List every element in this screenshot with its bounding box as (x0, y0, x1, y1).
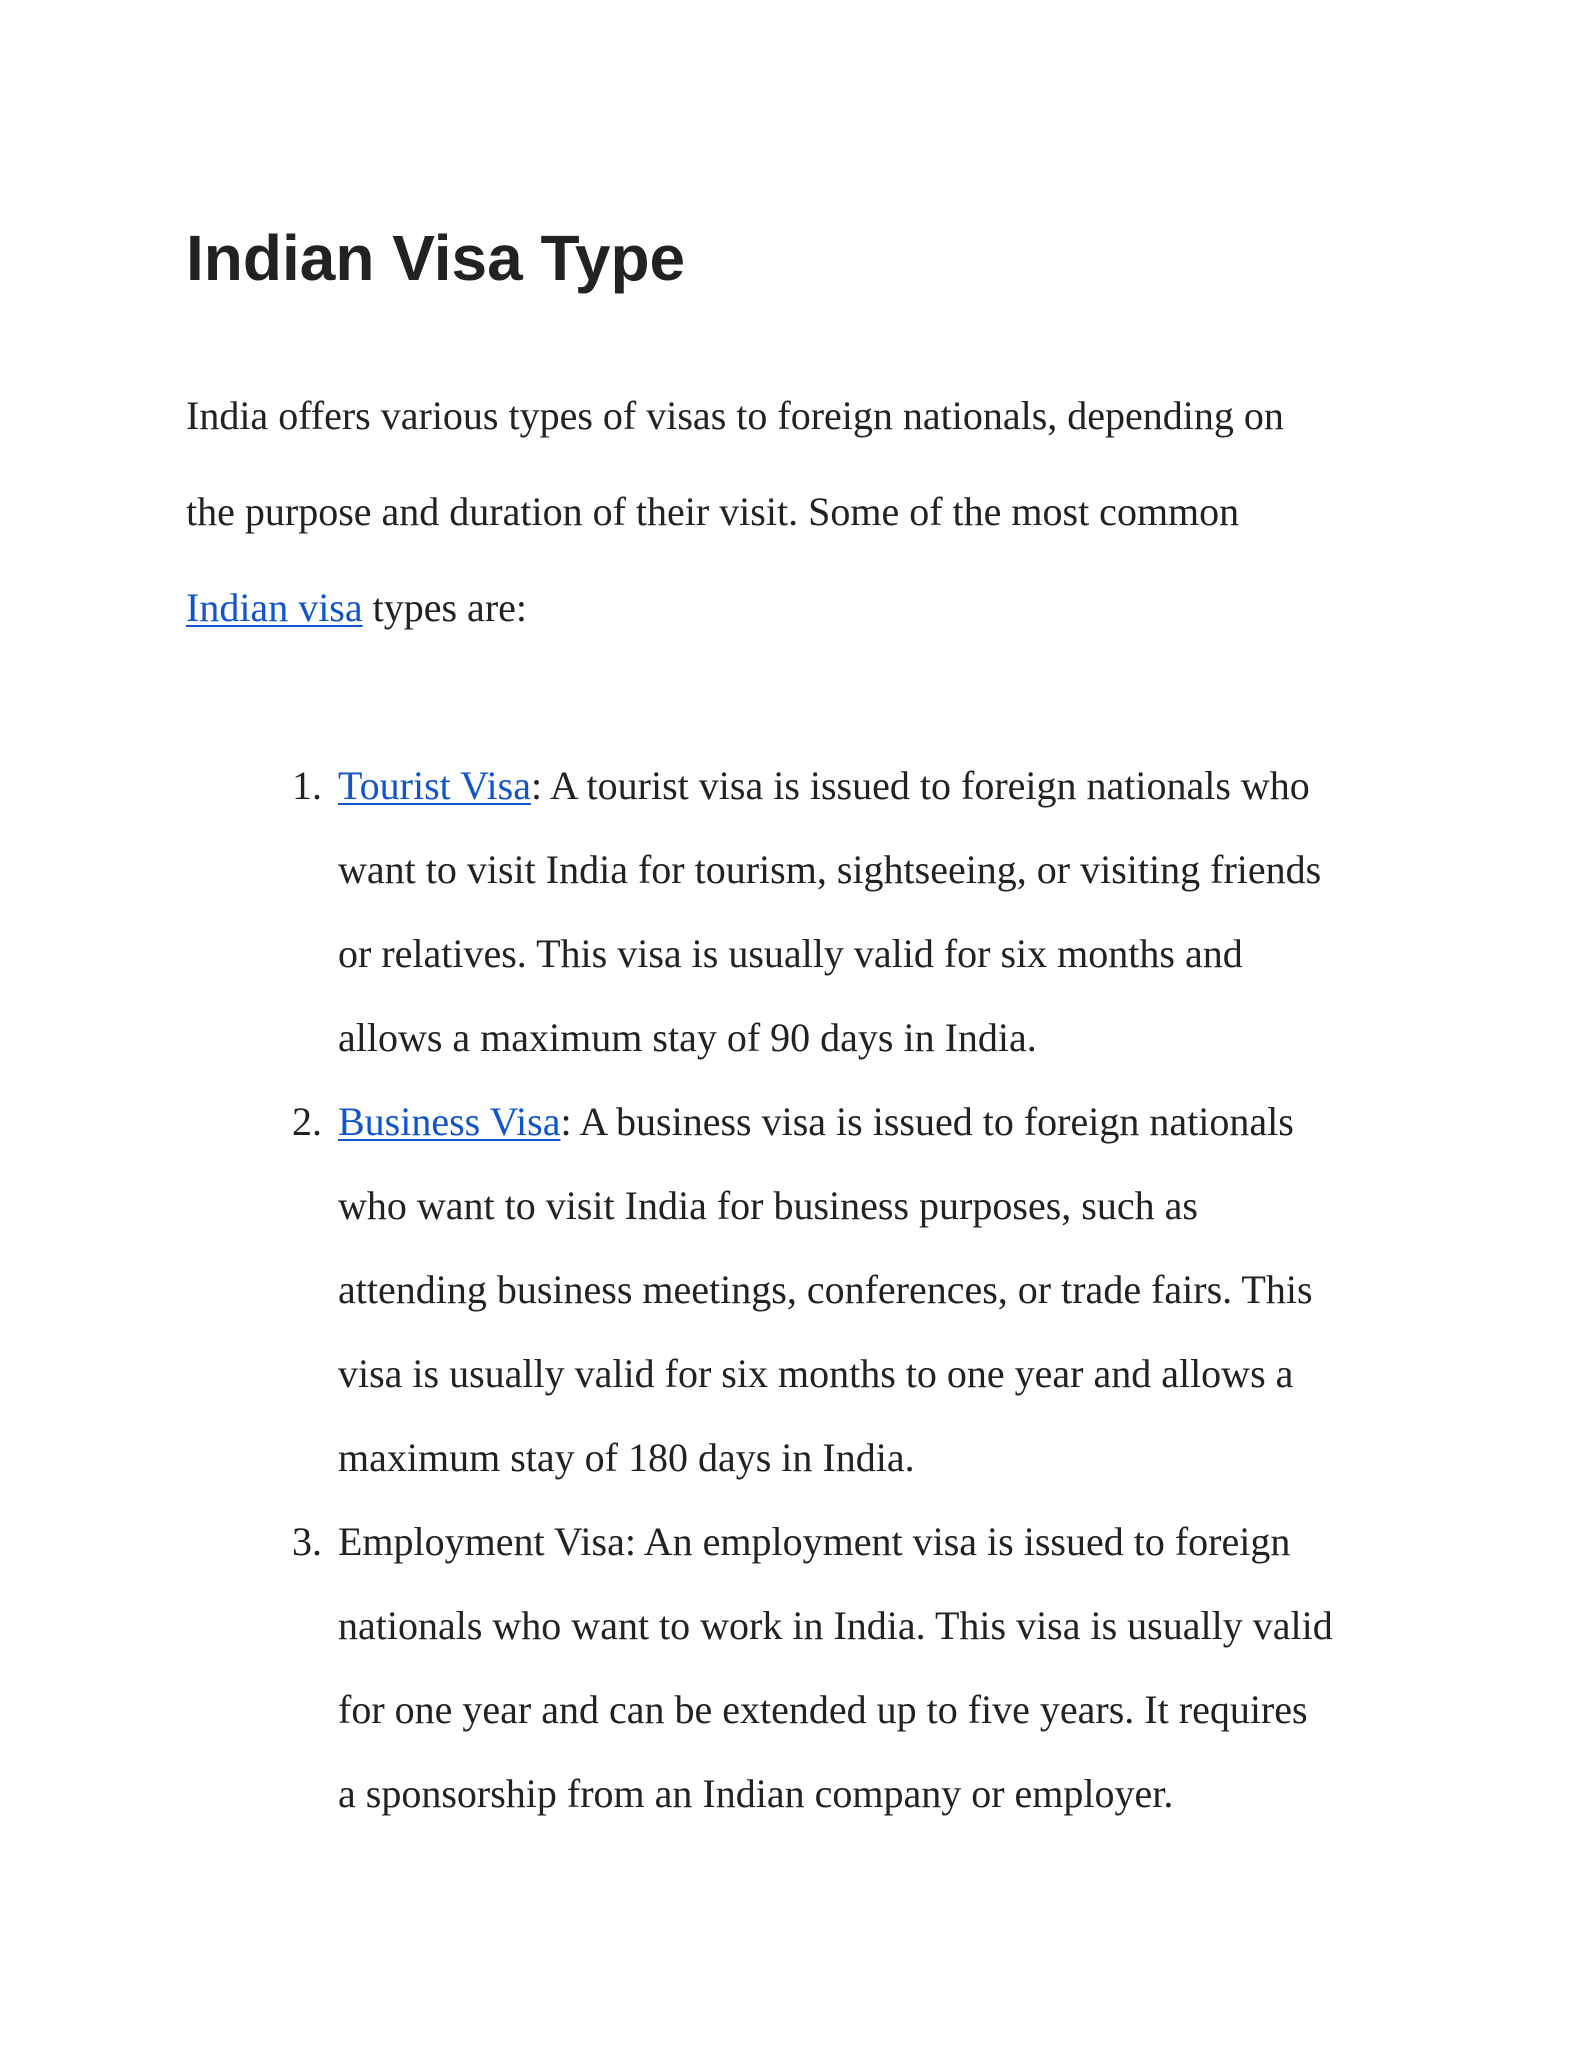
list-number: 3. (292, 1519, 322, 1564)
list-item-line: who want to visit India for business purposes, such as (338, 1183, 1198, 1228)
tourist-visa-link[interactable]: Tourist Visa (338, 763, 531, 808)
list-item-line: allows a maximum stay of 90 days in India. (338, 1015, 1037, 1060)
list-item-line: or relatives. This visa is usually valid for six months and (338, 931, 1243, 976)
list-number: 1. (292, 763, 322, 808)
intro-line-3 (186, 560, 1386, 656)
intro-line-3-text: types are: (362, 585, 527, 630)
list-number: 2. (292, 1099, 322, 1144)
list-item-business-visa (186, 1080, 1386, 1500)
list-item-line: a sponsorship from an Indian company or employer. (338, 1771, 1174, 1816)
list-item-tourist-visa (186, 744, 1386, 1080)
page-title: Indian Visa Type (186, 222, 686, 294)
list-item-text: : A tourist visa is issued to foreign nationals who (530, 763, 1310, 808)
list-item-line: nationals who want to work in India. This visa is usually valid (338, 1603, 1333, 1648)
list-item-employment-visa (186, 1500, 1386, 1836)
intro-line-1: India offers various types of visas to foreign nationals, depending on (186, 393, 1284, 438)
list-item-line: attending business meetings, conferences, or trade fairs. This (338, 1267, 1313, 1312)
list-item-line: maximum stay of 180 days in India. (338, 1435, 915, 1480)
list-item-text: : A business visa is issued to foreign nationals (560, 1099, 1294, 1144)
indian-visa-link[interactable]: Indian visa (186, 585, 363, 630)
list-item-line: Employment Visa: An employment visa is issued to foreign (338, 1519, 1291, 1564)
intro-line-2: the purpose and duration of their visit. Some of the most common (186, 489, 1240, 534)
list-item-line: visa is usually valid for six months to one year and allows a (338, 1351, 1294, 1396)
intro-paragraph (186, 368, 1386, 656)
list-item-line: for one year and can be extended up to five years. It requires (338, 1687, 1308, 1732)
visa-type-list (186, 744, 1386, 1836)
list-item-line (338, 744, 1386, 828)
list-item-line: want to visit India for tourism, sightseeing, or visiting friends (338, 847, 1322, 892)
business-visa-link[interactable]: Business Visa (338, 1099, 561, 1144)
list-item-line (338, 1080, 1386, 1164)
